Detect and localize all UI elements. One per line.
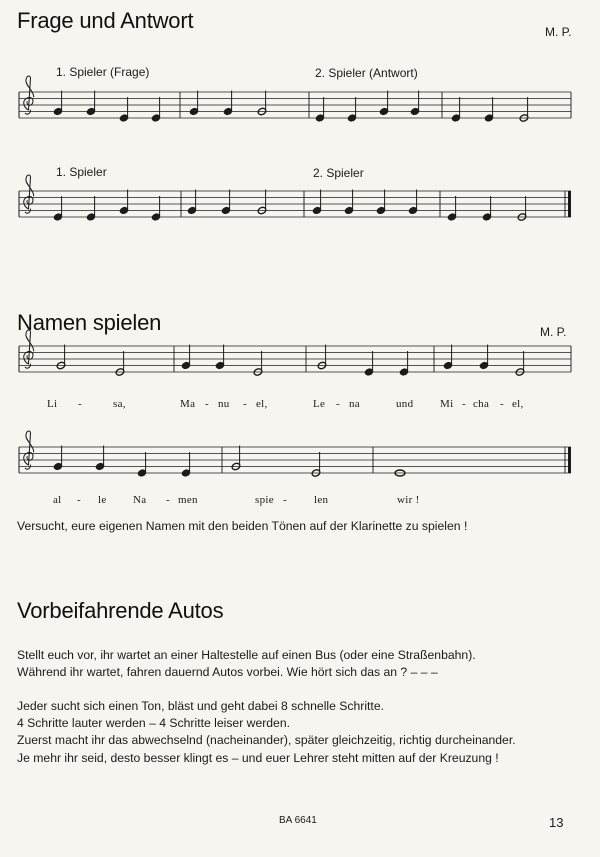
autos-paragraph-2 <box>17 698 516 767</box>
quarter-note <box>181 452 191 477</box>
music-staff-frage-1 <box>0 76 600 136</box>
quarter-note <box>364 351 374 376</box>
quarter-note <box>95 446 105 471</box>
half-note <box>56 345 66 370</box>
half-note <box>253 351 263 376</box>
quarter-note <box>447 196 457 221</box>
page-number: 13 <box>549 815 564 830</box>
autos-paragraph-1 <box>17 647 476 681</box>
lyric-syllable: na <box>349 398 360 410</box>
half-note <box>115 351 125 376</box>
lyric-syllable: Mi <box>440 398 454 410</box>
paragraph-line: Stellt euch vor, ihr wartet an einer Haltestelle auf einen Bus (oder eine Straßenbahn). <box>17 648 476 662</box>
paragraph-line: Jeder sucht sich einen Ton, bläst und geht dabei 8 schnelle Schritte. <box>17 699 384 713</box>
quarter-note <box>53 91 63 116</box>
frage-title: Frage und Antwort <box>17 8 194 33</box>
quarter-note <box>315 97 325 122</box>
lyric-syllable: Ma <box>180 398 196 410</box>
quarter-note <box>379 91 389 116</box>
lyric-syllable: - <box>243 398 247 410</box>
quarter-note <box>119 97 129 122</box>
namen-instruction: Versucht, eure eigenen Namen mit den beiden Tönen auf der Klarinette zu spielen ! <box>17 519 468 533</box>
half-note <box>257 190 267 215</box>
lyric-syllable: spie <box>255 494 274 506</box>
frage-composer: M. P. <box>545 25 572 39</box>
quarter-note <box>53 196 63 221</box>
quarter-note <box>86 196 96 221</box>
frage-row1-left-label: 1. Spieler (Frage) <box>56 65 150 79</box>
lyric-syllable: sa, <box>113 398 126 410</box>
frage-row2-left-label: 1. Spieler <box>56 165 107 179</box>
lyric-syllable: Le <box>313 398 326 410</box>
half-note <box>311 452 321 477</box>
lyric-syllable: Li <box>47 398 58 410</box>
paragraph-line: 4 Schritte lauter werden – 4 Schritte leiser werden. <box>17 716 290 731</box>
half-note <box>257 91 267 116</box>
lyric-syllable: el, <box>256 398 268 410</box>
quarter-note <box>221 190 231 215</box>
half-note <box>231 446 241 471</box>
lyric-syllable: - <box>283 494 287 506</box>
lyric-syllable: - <box>462 398 466 410</box>
quarter-note <box>443 345 453 370</box>
treble-clef-icon <box>24 431 34 469</box>
lyric-syllable: el, <box>512 398 524 410</box>
lyric-syllable: - <box>336 398 340 410</box>
lyric-syllable: cha <box>473 398 490 410</box>
quarter-note <box>482 196 492 221</box>
quarter-note <box>347 97 357 122</box>
treble-clef-icon <box>24 330 34 368</box>
quarter-note <box>399 351 409 376</box>
quarter-note <box>119 190 129 215</box>
quarter-note <box>376 190 386 215</box>
lyric-syllable: al <box>53 494 62 506</box>
lyric-syllable: - <box>166 494 170 506</box>
half-note <box>517 196 527 221</box>
music-staff-namen-2 <box>0 431 600 491</box>
quarter-note <box>344 190 354 215</box>
lyric-syllable: men <box>178 494 198 506</box>
lyric-syllable: - <box>500 398 504 410</box>
half-note <box>317 345 327 370</box>
lyric-syllable: nu <box>218 398 230 410</box>
quarter-note <box>187 190 197 215</box>
lyric-syllable: - <box>205 398 209 410</box>
namen-title: Namen spielen <box>17 310 162 335</box>
music-staff-namen-1 <box>0 330 600 390</box>
frage-row1-right-label: 2. Spieler (Antwort) <box>315 66 418 80</box>
lyric-syllable: Na <box>133 494 147 506</box>
quarter-note <box>451 97 461 122</box>
quarter-note <box>408 190 418 215</box>
lyric-syllable: le <box>98 494 107 506</box>
quarter-note <box>484 97 494 122</box>
quarter-note <box>181 345 191 370</box>
lyric-syllable: - <box>77 494 81 506</box>
quarter-note <box>312 190 322 215</box>
quarter-note <box>53 446 63 471</box>
autos-title: Vorbeifahrende Autos <box>17 598 224 623</box>
paragraph-line: Je mehr ihr seid, desto besser klingt es – und euer Lehrer steht mitten auf der Kreuzung ! <box>17 750 499 765</box>
half-note <box>515 351 525 376</box>
paragraph-line: Zuerst macht ihr das abwechselnd (nacheinander), später gleichzeitig, richtig durcheinander. <box>17 733 516 748</box>
lyric-syllable: und <box>396 398 414 410</box>
quarter-note <box>479 345 489 370</box>
frage-row2-right-label: 2. Spieler <box>313 166 364 180</box>
quarter-note <box>151 196 161 221</box>
footer-code: BA 6641 <box>279 815 317 826</box>
quarter-note <box>137 452 147 477</box>
namen-composer: M. P. <box>540 325 567 339</box>
lyric-syllable: - <box>78 398 82 410</box>
half-note <box>519 97 529 122</box>
treble-clef-icon <box>24 76 34 114</box>
quarter-note <box>151 97 161 122</box>
music-staff-frage-2 <box>0 175 600 235</box>
paragraph-line: Während ihr wartet, fahren dauernd Autos vorbei. Wie hört sich das an ? – – – <box>17 665 438 680</box>
quarter-note <box>410 91 420 116</box>
quarter-note <box>223 91 233 116</box>
lyric-syllable: len <box>314 494 329 506</box>
lyric-syllable: wir ! <box>397 494 420 506</box>
quarter-note <box>215 345 225 370</box>
quarter-note <box>189 91 199 116</box>
quarter-note <box>86 91 96 116</box>
treble-clef-icon <box>24 175 34 213</box>
